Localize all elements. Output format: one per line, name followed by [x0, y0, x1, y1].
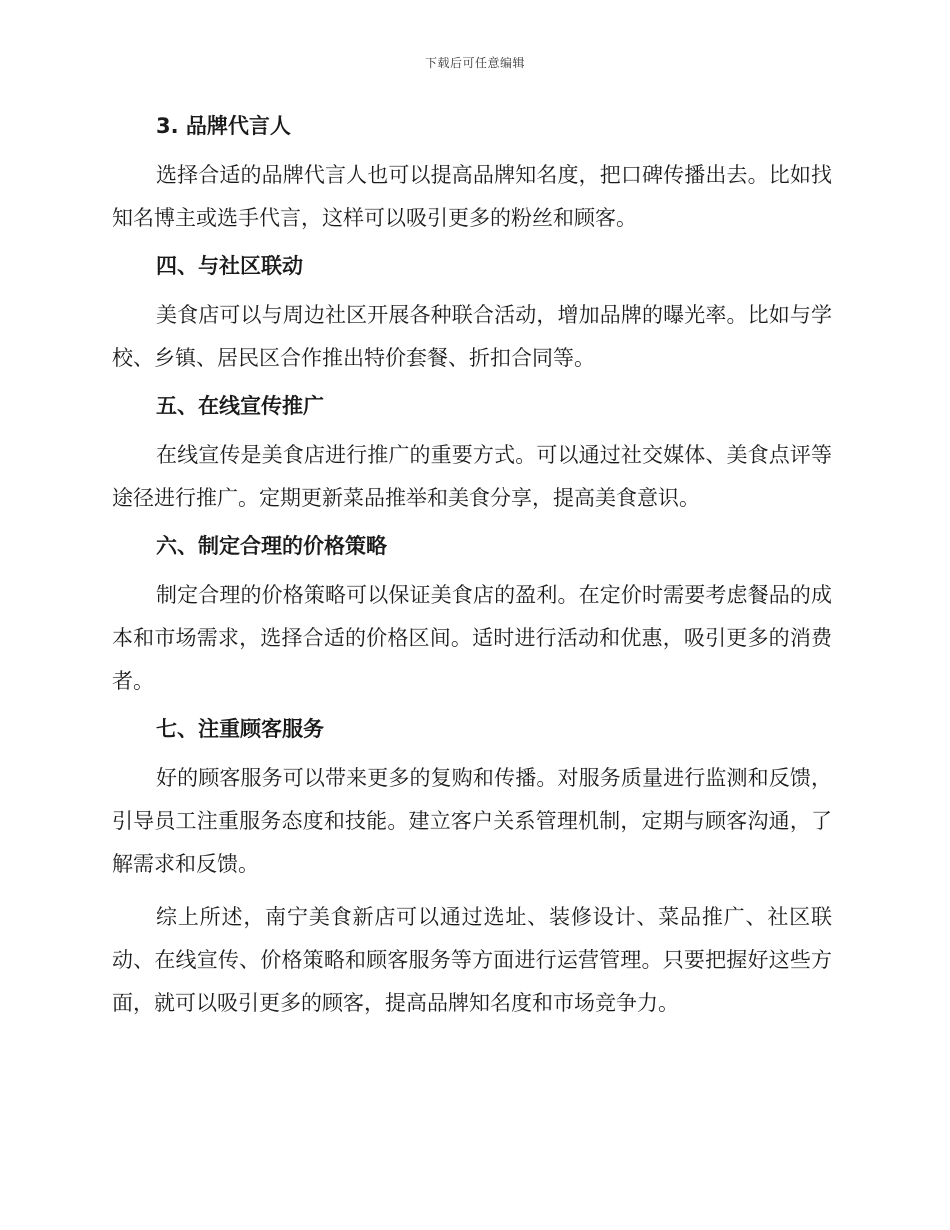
section-pricing: [112, 530, 832, 703]
paragraph: 好的顾客服务可以带来更多的复购和传播。对服务质量进行监测和反馈，引导员工注重服务态度和技能。建立客户关系管理机制，定期与顾客沟通，了解需求和反馈。: [112, 766, 832, 876]
paragraph: 制定合理的价格策略可以保证美食店的盈利。在定价时需要考虑餐品的成本和市场需求，选择合适的价格区间。适时进行活动和优惠，吸引更多的消费者。: [112, 583, 832, 693]
section-heading: 四、与社区联动: [156, 254, 303, 278]
section-heading: 六、制定合理的价格策略: [156, 534, 387, 558]
section-community: [112, 250, 832, 380]
section-online-promotion: [112, 390, 832, 520]
paragraph: 选择合适的品牌代言人也可以提高品牌知名度，把口碑传播出去。比如找知名博主或选手代言，这样可以吸引更多的粉丝和顾客。: [112, 163, 832, 230]
section-heading: 3. 品牌代言人: [156, 114, 291, 138]
section-heading: 七、注重顾客服务: [156, 717, 324, 741]
header-note: 下载后可任意编辑: [424, 56, 525, 70]
conclusion-paragraph: 综上所述，南宁美食新店可以通过选址、装修设计、菜品推广、社区联动、在线宣传、价格策略和顾客服务等方面进行运营管理。只要把握好这些方面，就可以吸引更多的顾客，提高品牌知名度和市场竞争力。: [112, 905, 832, 1015]
document-body: [112, 110, 832, 1035]
paragraph: 在线宣传是美食店进行推广的重要方式。可以通过社交媒体、美食点评等途径进行推广。定期更新菜品推举和美食分享，提高美食意识。: [112, 443, 832, 510]
section-brand-ambassador: [112, 110, 832, 240]
section-customer-service: [112, 713, 832, 1025]
paragraph: 美食店可以与周边社区开展各种联合活动，增加品牌的曝光率。比如与学校、乡镇、居民区合作推出特价套餐、折扣合同等。: [112, 303, 832, 370]
section-heading: 五、在线宣传推广: [156, 394, 324, 418]
